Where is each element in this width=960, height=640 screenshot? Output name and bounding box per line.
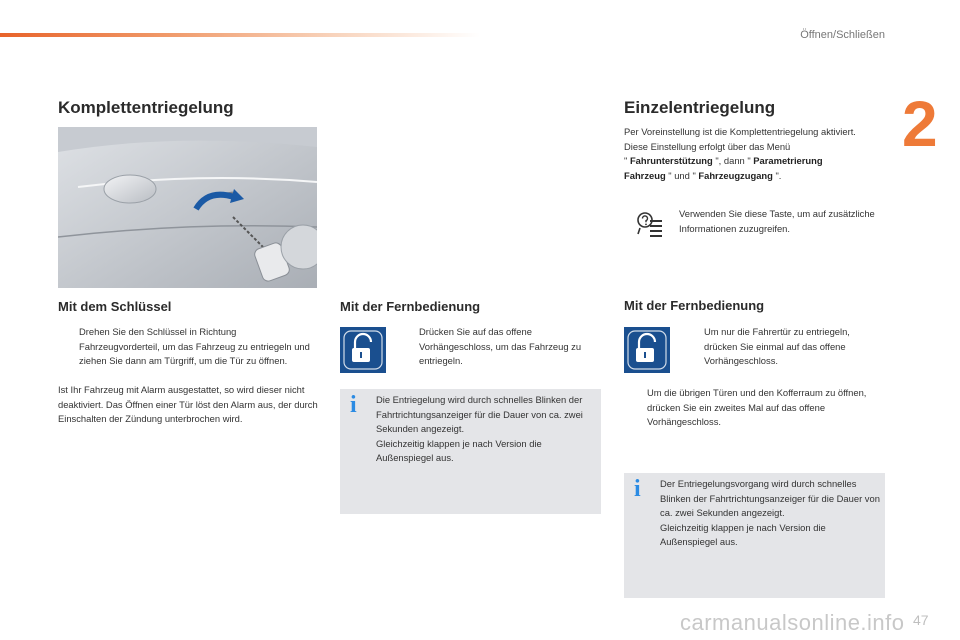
padlock-open-icon [340, 327, 386, 373]
info-box-middle [340, 389, 601, 514]
key-bullet-text: Drehen Sie den Schlüssel in Richtung Fahrzeugvorderteil, um das Fahrzeug zu entriegeln und ziehen Sie dann am Türgriff, um die Tür zu öffnen. [79, 326, 310, 367]
driver-door-text: Um nur die Fahrertür zu entriegeln, drücken Sie einmal auf das offene Vorhängeschloss. [704, 326, 850, 367]
intro-paragraph [624, 125, 864, 183]
title-einzelentriegelung: Einzelentriegelung [624, 98, 776, 117]
menu-fahrzeugzugang: Fahrzeugzugang [698, 169, 773, 181]
key-alarm-paragraph: Ist Ihr Fahrzeug mit Alarm ausgestattet, so wird dieser nicht deaktiviert. Das Öffnen einer Tür löst den Alarm aus, der durch Einschalten der Zündung unterbrochen wird. [58, 384, 318, 425]
other-doors-text: Um die übrigen Türen und den Kofferraum zu öffnen, drücken Sie ein zweites Mal auf das offene Vorhängeschloss. [647, 387, 867, 428]
info-text-right: Der Entriegelungsvorgang wird durch schnelles Blinken der Fahrtrichtungsanzeiger für die Dauer von ca. zwei Sekunden angezeigt. Gleichzeitig klappen je nach Version die Außenspiegel aus. [660, 478, 880, 548]
menu-path: " Fahrunterstützung ", dann " Parametrierung [624, 155, 823, 167]
car-door-illustration [58, 127, 317, 288]
intro-line-2: Diese Einstellung erfolgt über das Menü [624, 140, 791, 152]
info-icon: i [350, 392, 357, 418]
heading-mit-der-fernbedienung-1: Mit der Fernbedienung [340, 299, 481, 314]
help-menu-icon [636, 210, 664, 240]
menu-parametrierung: Parametrierung [753, 155, 823, 167]
title-komplettentriegelung: Komplettentriegelung [58, 98, 234, 117]
page-number: 47 [913, 612, 929, 628]
door-unlock-photo [58, 127, 317, 288]
menu-fahrzeug: Fahrzeug [624, 169, 666, 181]
section-title: Öffnen/Schließen [800, 29, 885, 41]
info-text-middle: Die Entriegelung wird durch schnelles Blinken der Fahrtrichtungsanzeiger für die Dauer von ca. zwei Sekunden angezeigt. Gleichzeitig klappen je nach Version die Außenspiegel aus. [376, 394, 583, 464]
heading-mit-dem-schluessel: Mit dem Schlüssel [58, 299, 172, 314]
chapter-number: 2 [902, 88, 938, 160]
intro-line-1: Per Voreinstellung ist die Komplettentriegelung aktiviert. [624, 126, 856, 137]
menu-fahrunterstuetzung: Fahrunterstützung [629, 155, 713, 167]
watermark: carmanualsonline.info [680, 610, 905, 635]
padlock-open-icon [624, 327, 670, 373]
remote-unlock-text: Drücken Sie auf das offene Vorhängeschloss, um das Fahrzeug zu entriegeln. [419, 326, 582, 367]
help-hint-text: Verwenden Sie diese Taste, um auf zusätzliche Informationen zuzugreifen. [679, 208, 875, 234]
heading-mit-der-fernbedienung-2: Mit der Fernbedienung [624, 298, 765, 313]
info-icon: i [634, 476, 641, 502]
menu-path-2: Fahrzeug " und " Fahrzeugzugang ". [624, 169, 782, 181]
accent-bar [0, 33, 480, 37]
info-box-right [624, 473, 885, 598]
